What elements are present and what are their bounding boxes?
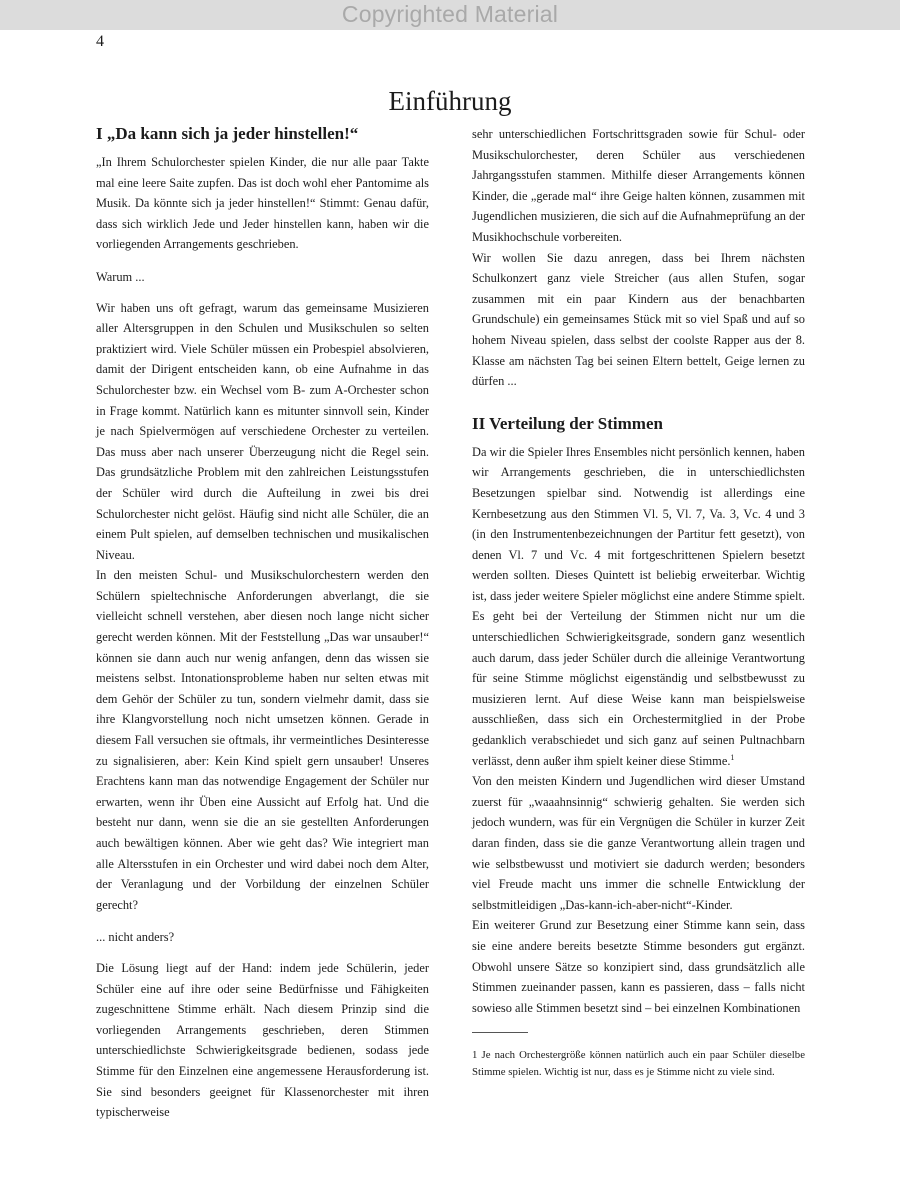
right-column — [472, 124, 805, 1087]
watermark-text: Copyrighted Material — [341, 1, 559, 27]
paragraph: Wir haben uns oft gefragt, warum das gemeinsame Musizieren aller Altersgruppen in den Schulen und Musikschulen so selten praktiziert wird. Viele Schüler müssen ein Probespiel absolvieren, damit der Dirigent entscheiden kann, ob eine Aufnahme in das Schulorchester bzw. ein Wechsel vom B- zum A-Orchester schon in Frage kommt. Natürlich kann es mitunter sinnvoll sein, Kinder je nach Spielvermögen auf verschiedene Orchester zu verteilen. Das muss aber nach unserer Überzeugung nicht die Regel sein. Das grundsätzliche Problem mit den zahlreichen Leistungsstufen der Schüler wird durch die Aufteilung in zwei bis drei Schulorchester nicht gelöst. Häufig sind nicht alle Schüler, die an einem Pult spielen, auf demselben technischen und musikalischen Niveau. — [96, 300, 429, 562]
section-heading-2: II Verteilung der Stimmen — [472, 413, 663, 433]
footnote-divider — [472, 1032, 528, 1033]
paragraph — [472, 442, 805, 772]
paragraph: Ein weiterer Grund zur Besetzung einer Stimme kann sein, dass sie eine andere bereits besetzte Stimme besonders gut ergänzt. Obwohl unsere Sätze so konzipiert sind, dass grundsätzlich alle Stimmen zueinander passen, kann es passieren, dass – falls nicht sowieso alle Stimmen besetzt sind – bei einzelnen Kombinationen — [472, 918, 805, 1015]
paragraph-text: Da wir die Spieler Ihres Ensembles nicht persönlich kennen, haben wir Arrangements geschrieben, die in unterschiedlichsten Besetzungen spielbar sind. Notwendig ist allerdings eine Kernbesetzung aus den Stimmen Vl. 5, Vl. 7, Va. 3, Vc. 4 und 3 (in den Instrumentenbezeichnungen der Partitur fett gesetzt), von denen Vl. 7 und Vc. 4 mit fortgeschrittenen Spielern besetzt werden sollten. Dieses Quintett ist beliebig erweiterbar. Wichtig ist, dass jeder weitere Spieler möglichst eine andere Stimme spielt. Es geht bei der Verteilung der Stimmen nicht nur um die unterschiedlichen Schwierigkeitsgrade, sondern ganz wesentlich auch darum, dass jeder Schüler durch die alleinige Verantwortung für seine Stimme möglichst eigenständig und selbstbewusst zu musizieren lernt. Auf diese Weise kann man beispielsweise ausschließen, dass sich ein Orchestermitglied in der Probe gedanklich verabschiedet und sich ganz auf seinen Pultnachbarn verlässt, denn außer ihm spielt keiner diese Stimme. — [472, 444, 805, 768]
paragraph: Von den meisten Kindern und Jugendlichen wird dieser Umstand zuerst für „waaahnsinnig“ schwierig gehalten. Sie werden sich jedoch wundern, was für ein Vergnügen die Schüler in kurzer Zeit daran finden, dass sie die ganze Verantwortung allein tragen und wie selbstbewusst und motiviert sie dadurch werden; besonders viel Freude macht uns immer die schnelle Entwicklung der selbstmitleidigen „Das-kann-ich-aber-nicht“-Kinder. — [472, 774, 805, 912]
subheading-nicht-anders: ... nicht anders? — [96, 930, 175, 945]
section-heading-1: I „Da kann sich ja jeder hinstellen!“ — [96, 124, 359, 143]
left-column — [96, 124, 429, 1129]
subheading-warum: Warum ... — [96, 269, 145, 284]
footnote-reference: 1 — [730, 752, 735, 762]
paragraph: Wir wollen Sie dazu anregen, dass bei Ihrem nächsten Schulkonzert ganz viele Streicher (aus allen Stufen, sogar zusammen mit ein paar Kindern aus der benachbarten Grundschule) ein gemeinsames Stück mit so viel Spaß und auf so hohem Niveau spielen, dass selbst der coolste Rapper aus der 8. Klasse am nächsten Tag bei seinen Eltern bettelt, Geige lernen zu dürfen ... — [472, 250, 805, 389]
footnote: 1 Je nach Orchestergröße können natürlich auch ein paar Schüler dieselbe Stimme spielen. Wichtig ist nur, dass es je Stimme nicht zu viele sind. — [472, 1049, 805, 1079]
page-title: Einführung — [388, 86, 512, 116]
paragraph: Die Lösung liegt auf der Hand: indem jede Schülerin, jeder Schüler eine auf ihre oder seine Bedürfnisse und Fähigkeiten zugeschnittene Stimme erhält. Nach diesem Prinzip sind die vorliegenden Arrangements geschrieben, deren Stimmen unterschiedlichste Schwierigkeitsgrade bedienen, sodass jede Stimme für den Einzelnen eine angemessene Herausforderung ist. Sie sind besonders geeignet für Klassenorchester mit ihren typischerweise — [96, 960, 429, 1120]
paragraph: In den meisten Schul- und Musikschulorchestern werden den Schülern spieltechnische Anforderungen abverlangt, die sie vielleicht schnell verstehen, aber diesen noch lange nicht sicher gerecht werden können. Mit der Feststellung „Das war unsauber!“ können sie dann auch nur wenig anfangen, denn das wissen sie meistens selbst. Intonationsprobleme haben nur selten etwas mit dem Gehör der Schüler zu tun, sondern vielmehr damit, dass sie ihre Klangvorstellung noch nicht umsetzen können. Gerade in diesem Fall versuchen sie oftmals, ihr vermeintliches Desinteresse zu signalisieren, aber: Kein Kind spielt gern unsauber! Unseres Erachtens kann man das notwendige Engagement der Schüler nur erwarten, wenn ihr Üben eine Aussicht auf Erfolg hat. Und die besteht nur dann, wenn sie die an sie gestellten Anforderungen auch bewältigen können. Aber wie geht das? Wie integriert man alle Altersstufen in ein Orchester und wird dabei noch dem Alter, der Veranlagung und der Vorbildung der einzelnen Schüler gerecht? — [96, 568, 429, 912]
page-number: 4 — [96, 33, 104, 50]
paragraph: sehr unterschiedlichen Fortschrittsgraden sowie für Schul- oder Musikschulorchester, deren Schüler aus verschiedenen Jahrgangsstufen stammen. Mithilfe dieser Arrangements können Kinder, die „gerade mal“ ihre Geige halten können, zusammen mit Jugendlichen musizieren, die sich auf die Aufnahmeprüfung an der Musikhochschule vorbereiten. — [472, 127, 805, 244]
paragraph: „In Ihrem Schulorchester spielen Kinder, die nur alle paar Takte mal eine leere Saite zupfen. Das ist doch wohl eher Pantomime als Musik. Da könnte sich ja jeder hinstellen!“ Stimmt: Genau dafür, dass sich wirklich Jede und Jeder hinstellen kann, haben wir die vorliegenden Arrangements geschrieben. — [96, 155, 429, 252]
